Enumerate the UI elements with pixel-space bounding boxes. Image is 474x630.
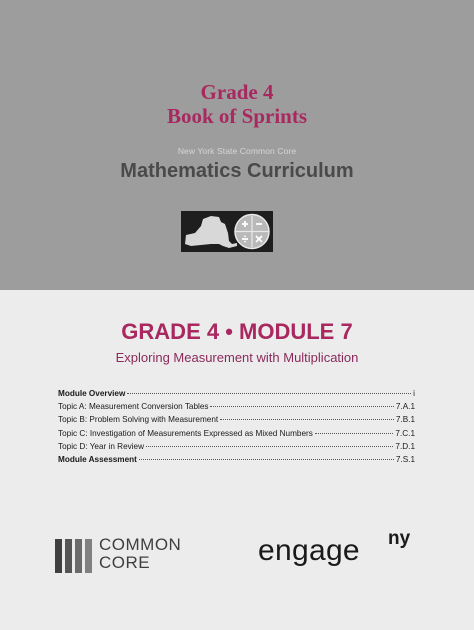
state-label: New York State Common Core <box>177 146 297 156</box>
toc-row-topic-c[interactable] <box>58 427 415 440</box>
common-core-line1: COMMON <box>99 535 182 554</box>
toc-leader-dots <box>315 427 394 434</box>
module-heading: GRADE 4 • MODULE 7 <box>121 319 353 344</box>
book-title-line1: Grade 4 <box>200 80 274 104</box>
table-of-contents <box>58 387 415 466</box>
toc-label: Module Assessment <box>58 454 137 464</box>
toc-label: Topic C: Investigation of Measurements Expressed as Mixed Numbers <box>58 428 313 438</box>
toc-row-topic-a[interactable] <box>58 400 415 413</box>
engage-wordmark: engage <box>258 534 360 567</box>
toc-leader-dots <box>220 413 394 420</box>
toc-page: 7.C.1 <box>395 428 415 438</box>
curriculum-title: Mathematics Curriculum <box>120 160 354 182</box>
toc-page: 7.S.1 <box>395 454 415 464</box>
cover-header-panel <box>0 0 474 290</box>
toc-row-module-overview[interactable] <box>58 387 415 400</box>
toc-page: 7.A.1 <box>395 402 415 412</box>
common-core-bars-icon <box>55 539 93 573</box>
toc-page: i <box>413 389 415 398</box>
toc-row-topic-b[interactable] <box>58 413 415 426</box>
module-subtitle: Exploring Measurement with Multiplication <box>115 350 359 365</box>
toc-row-module-assessment[interactable] <box>58 453 415 466</box>
toc-page: 7.D.1 <box>395 441 415 451</box>
book-title-line2: Book of Sprints <box>166 104 308 128</box>
nys-math-logo <box>181 211 273 252</box>
toc-leader-dots <box>139 453 394 460</box>
toc-label: Topic D: Year in Review <box>58 441 145 451</box>
toc-leader-dots <box>146 440 393 447</box>
toc-page: 7.B.1 <box>395 415 415 425</box>
toc-row-topic-d[interactable] <box>58 440 415 453</box>
toc-leader-dots <box>127 387 411 394</box>
toc-label: Module Overview <box>58 389 126 398</box>
common-core-logo <box>55 535 205 575</box>
toc-label: Topic B: Problem Solving with Measurement <box>58 415 219 425</box>
engageny-logo <box>258 529 423 571</box>
engage-superscript: ny <box>388 528 411 549</box>
common-core-line2: CORE <box>99 553 151 572</box>
book-title <box>0 80 474 128</box>
math-operations-icon <box>235 215 269 249</box>
toc-leader-dots <box>210 400 393 407</box>
new-york-state-map-icon <box>185 216 237 248</box>
toc-label: Topic A: Measurement Conversion Tables <box>58 402 209 412</box>
